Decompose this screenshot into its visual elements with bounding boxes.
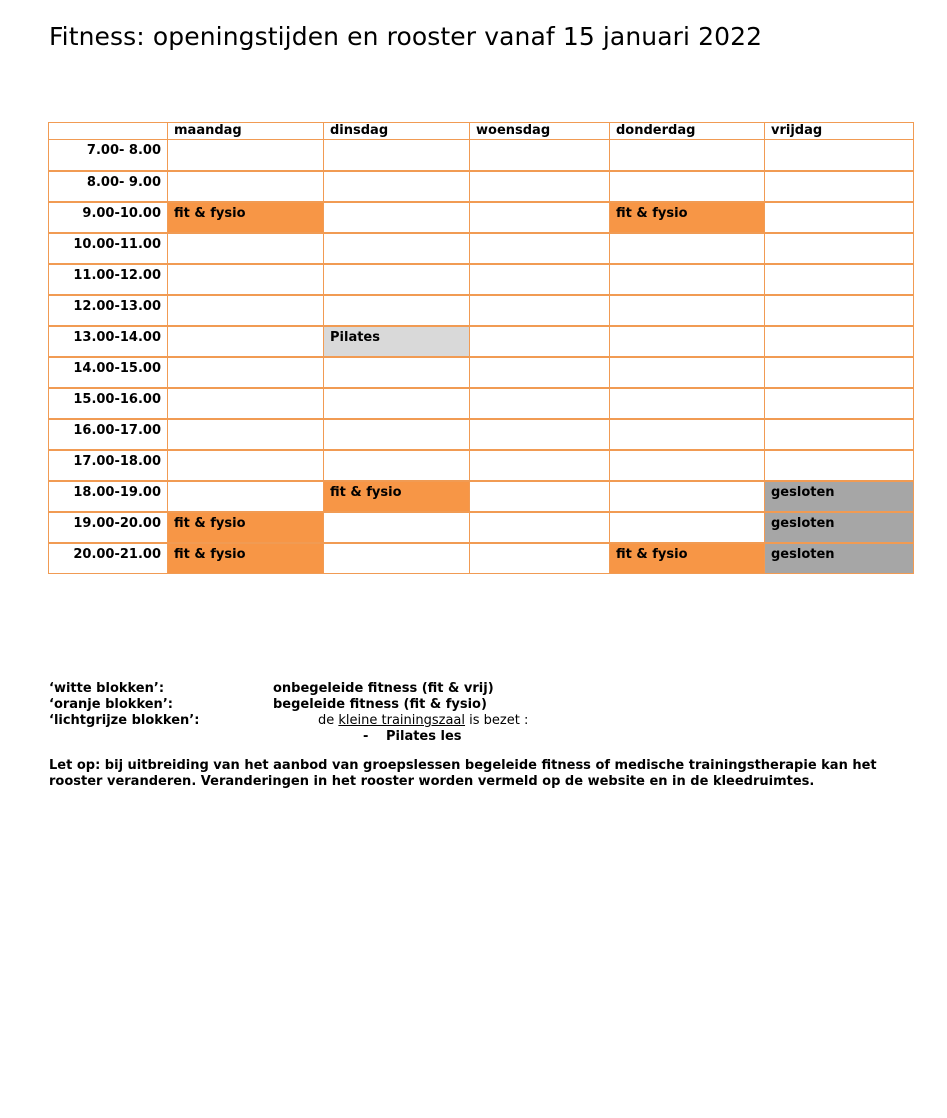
schedule-cell-tuesday (324, 388, 470, 419)
schedule-cell-wednesday (470, 295, 610, 326)
header-day-thursday: donderdag (610, 123, 765, 140)
schedule-cell-wednesday (470, 264, 610, 295)
schedule-cell-wednesday (470, 543, 610, 574)
schedule-cell-friday (765, 233, 914, 264)
legend-value-lightgray-prefix: de (318, 713, 339, 728)
schedule-cell-tuesday (324, 264, 470, 295)
schedule-row (49, 419, 914, 450)
schedule-cell-friday: gesloten (765, 481, 914, 512)
schedule-cell-thursday (610, 295, 765, 326)
schedule-cell-monday (168, 357, 324, 388)
time-slot: 13.00-14.00 (49, 326, 168, 357)
schedule-cell-friday (765, 202, 914, 233)
schedule-cell-thursday (610, 388, 765, 419)
legend-bullet-pilates: Pilates les (386, 729, 462, 744)
schedule-cell-wednesday (470, 140, 610, 171)
schedule-cell-friday (765, 388, 914, 419)
schedule-row (49, 512, 914, 543)
schedule-row (49, 450, 914, 481)
time-slot: 17.00-18.00 (49, 450, 168, 481)
time-slot: 10.00-11.00 (49, 233, 168, 264)
header-day-tuesday: dinsdag (324, 123, 470, 140)
schedule-cell-friday (765, 450, 914, 481)
legend-value-lightgray (318, 713, 528, 729)
schedule-cell-wednesday (470, 388, 610, 419)
schedule-cell-thursday (610, 481, 765, 512)
schedule-cell-friday (765, 357, 914, 388)
schedule-cell-tuesday (324, 543, 470, 574)
schedule-cell-friday (765, 171, 914, 202)
schedule-row (49, 388, 914, 419)
time-slot: 20.00-21.00 (49, 543, 168, 574)
legend-value-orange: begeleide fitness (fit & fysio) (273, 697, 487, 712)
schedule-cell-monday (168, 481, 324, 512)
schedule-cell-thursday: fit & fysio (610, 202, 765, 233)
schedule-cell-thursday (610, 419, 765, 450)
schedule-cell-thursday (610, 233, 765, 264)
page-title: Fitness: openingstijden en rooster vanaf 15 januari 2022 (49, 22, 763, 51)
schedule-cell-tuesday (324, 419, 470, 450)
time-slot: 9.00-10.00 (49, 202, 168, 233)
schedule-cell-friday (765, 264, 914, 295)
schedule-row (49, 202, 914, 233)
schedule-cell-monday (168, 419, 324, 450)
schedule-cell-wednesday (470, 202, 610, 233)
schedule-row (49, 233, 914, 264)
legend-key-orange: ‘oranje blokken’: (49, 697, 173, 712)
schedule-cell-thursday (610, 512, 765, 543)
schedule-cell-tuesday (324, 357, 470, 388)
schedule-body (49, 140, 914, 574)
time-slot: 15.00-16.00 (49, 388, 168, 419)
schedule-cell-thursday (610, 264, 765, 295)
schedule-cell-monday: fit & fysio (168, 202, 324, 233)
schedule-cell-monday: fit & fysio (168, 543, 324, 574)
legend-key-white: ‘witte blokken’: (49, 681, 165, 696)
header-day-friday: vrijdag (765, 123, 914, 140)
schedule-note: Let op: bij uitbreiding van het aanbod van groepslessen begeleide fitness of medische trainingstherapie kan het rooster veranderen. Veranderingen in het rooster worden vermeld op de website en in de kleedruimtes. (49, 758, 877, 789)
schedule-table (48, 122, 914, 574)
schedule-cell-monday (168, 295, 324, 326)
schedule-header-row (49, 123, 914, 140)
time-slot: 16.00-17.00 (49, 419, 168, 450)
schedule-cell-friday: gesloten (765, 543, 914, 574)
schedule-row (49, 357, 914, 388)
schedule-row (49, 140, 914, 171)
time-slot: 19.00-20.00 (49, 512, 168, 543)
schedule-cell-tuesday (324, 512, 470, 543)
schedule-row (49, 326, 914, 357)
schedule-row (49, 481, 914, 512)
schedule-cell-tuesday (324, 140, 470, 171)
time-slot: 7.00- 8.00 (49, 140, 168, 171)
bullet-dash: - (363, 729, 369, 744)
schedule-cell-tuesday: fit & fysio (324, 481, 470, 512)
schedule-cell-wednesday (470, 481, 610, 512)
schedule-cell-wednesday (470, 171, 610, 202)
schedule-cell-monday (168, 326, 324, 357)
schedule-row (49, 264, 914, 295)
schedule-cell-wednesday (470, 512, 610, 543)
header-day-wednesday: woensdag (470, 123, 610, 140)
schedule-cell-wednesday (470, 419, 610, 450)
time-slot: 11.00-12.00 (49, 264, 168, 295)
schedule-cell-wednesday (470, 233, 610, 264)
schedule-cell-tuesday (324, 295, 470, 326)
schedule-cell-monday (168, 171, 324, 202)
time-slot: 12.00-13.00 (49, 295, 168, 326)
schedule-cell-tuesday (324, 202, 470, 233)
schedule-cell-monday (168, 233, 324, 264)
schedule-cell-wednesday (470, 450, 610, 481)
schedule-cell-tuesday: Pilates (324, 326, 470, 357)
schedule-cell-monday (168, 264, 324, 295)
schedule-cell-wednesday (470, 357, 610, 388)
legend-value-white: onbegeleide fitness (fit & vrij) (273, 681, 494, 696)
schedule-cell-thursday (610, 450, 765, 481)
schedule-cell-thursday: fit & fysio (610, 543, 765, 574)
time-slot: 8.00- 9.00 (49, 171, 168, 202)
schedule-cell-friday (765, 419, 914, 450)
schedule-row (49, 171, 914, 202)
time-slot: 14.00-15.00 (49, 357, 168, 388)
schedule-cell-monday (168, 450, 324, 481)
schedule-cell-friday (765, 326, 914, 357)
schedule-row (49, 543, 914, 574)
header-day-monday: maandag (168, 123, 324, 140)
schedule-cell-thursday (610, 357, 765, 388)
schedule-cell-thursday (610, 171, 765, 202)
schedule-cell-wednesday (470, 326, 610, 357)
schedule-row (49, 295, 914, 326)
schedule-cell-monday (168, 140, 324, 171)
schedule-cell-thursday (610, 326, 765, 357)
schedule-cell-friday (765, 295, 914, 326)
schedule-cell-monday (168, 388, 324, 419)
legend-value-lightgray-suffix: is bezet : (465, 713, 529, 728)
header-corner (49, 123, 168, 140)
schedule-cell-tuesday (324, 233, 470, 264)
schedule-cell-tuesday (324, 171, 470, 202)
schedule-cell-monday: fit & fysio (168, 512, 324, 543)
schedule-cell-tuesday (324, 450, 470, 481)
schedule-cell-friday (765, 140, 914, 171)
schedule-cell-friday: gesloten (765, 512, 914, 543)
schedule-cell-thursday (610, 140, 765, 171)
time-slot: 18.00-19.00 (49, 481, 168, 512)
small-training-room-text: kleine trainingszaal (338, 713, 466, 728)
legend-key-lightgray: ‘lichtgrijze blokken’: (49, 713, 200, 728)
